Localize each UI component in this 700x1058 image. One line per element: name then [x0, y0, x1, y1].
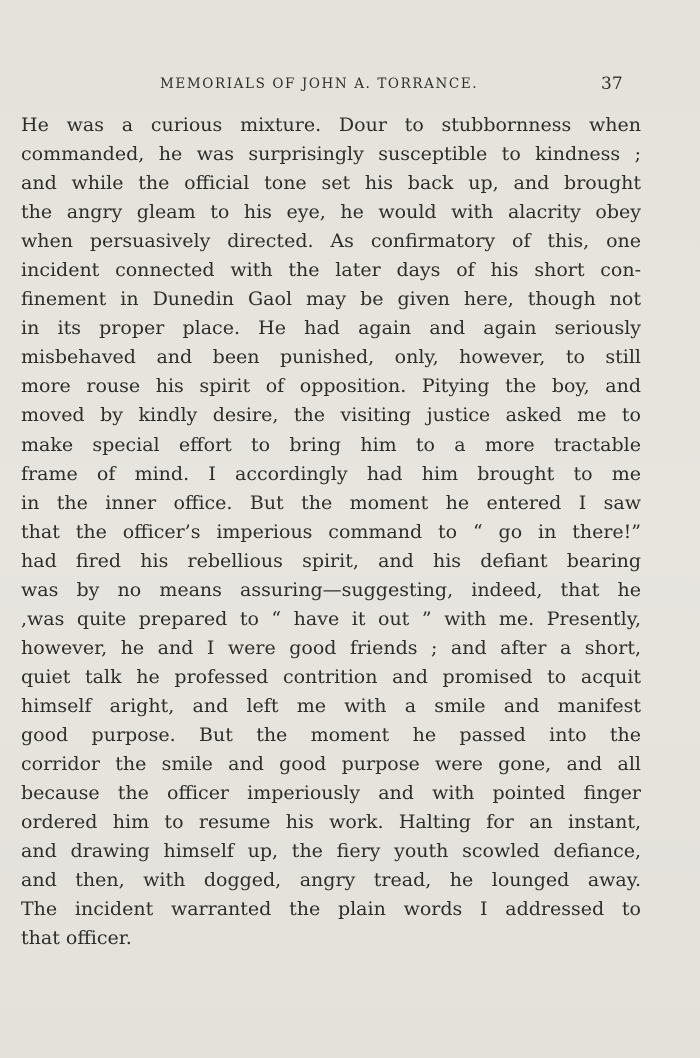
text-line: ,was quite prepared to “ have it out ” with me. Presently,: [21, 607, 641, 630]
text-line: and while the official tone set his back up, and brought: [21, 172, 641, 195]
text-line: that the officer’s imperious command to “ go in there!”: [21, 520, 641, 543]
text-line: and then, with dogged, angry tread, he lounged away.: [21, 869, 641, 892]
text-line: incident connected with the later days of his short con-: [21, 259, 641, 282]
page-number: 37: [601, 74, 623, 94]
text-line: misbehaved and been punished, only, however, to still: [21, 346, 641, 369]
text-line: make special effort to bring him to a more tractable: [21, 433, 641, 456]
text-line: commanded, he was surprisingly susceptible to kindness ;: [21, 143, 641, 166]
text-line: ordered him to resume his work. Halting for an instant,: [21, 811, 641, 834]
text-line: when persuasively directed. As confirmatory of this, one: [21, 230, 641, 253]
text-line: was by no means assuring—suggesting, indeed, that he: [21, 578, 641, 601]
text-line: corridor the smile and good purpose were gone, and all: [21, 753, 641, 776]
running-head: [0, 74, 700, 98]
text-line: however, he and I were good friends ; and after a short,: [21, 636, 641, 659]
body-paragraph: [21, 111, 641, 953]
running-title: MEMORIALS OF JOHN A. TORRANCE.: [160, 76, 479, 92]
text-line: that officer.: [21, 927, 132, 950]
text-line: had fired his rebellious spirit, and his defiant bearing: [21, 549, 641, 572]
text-line: and drawing himself up, the fiery youth scowled defiance,: [21, 840, 641, 863]
text-line: more rouse his spirit of opposition. Pitying the boy, and: [21, 375, 641, 398]
text-line: because the officer imperiously and with pointed finger: [21, 782, 641, 805]
text-line: frame of mind. I accordingly had him brought to me: [21, 462, 641, 485]
text-line: The incident warranted the plain words I addressed to: [21, 898, 641, 921]
text-line: He was a curious mixture. Dour to stubbornness when: [21, 114, 641, 136]
text-line: the angry gleam to his eye, he would with alacrity obey: [21, 201, 641, 224]
text-line: quiet talk he professed contrition and promised to acquit: [21, 665, 641, 688]
text-line: in the inner office. But the moment he entered I saw: [21, 491, 641, 514]
text-line: finement in Dunedin Gaol may be given here, though not: [21, 288, 641, 311]
text-line: in its proper place. He had again and again seriously: [21, 317, 641, 340]
text-line: moved by kindly desire, the visiting justice asked me to: [21, 404, 641, 427]
text-line: himself aright, and left me with a smile and manifest: [21, 694, 641, 717]
text-line: good purpose. But the moment he passed into the: [21, 723, 641, 746]
